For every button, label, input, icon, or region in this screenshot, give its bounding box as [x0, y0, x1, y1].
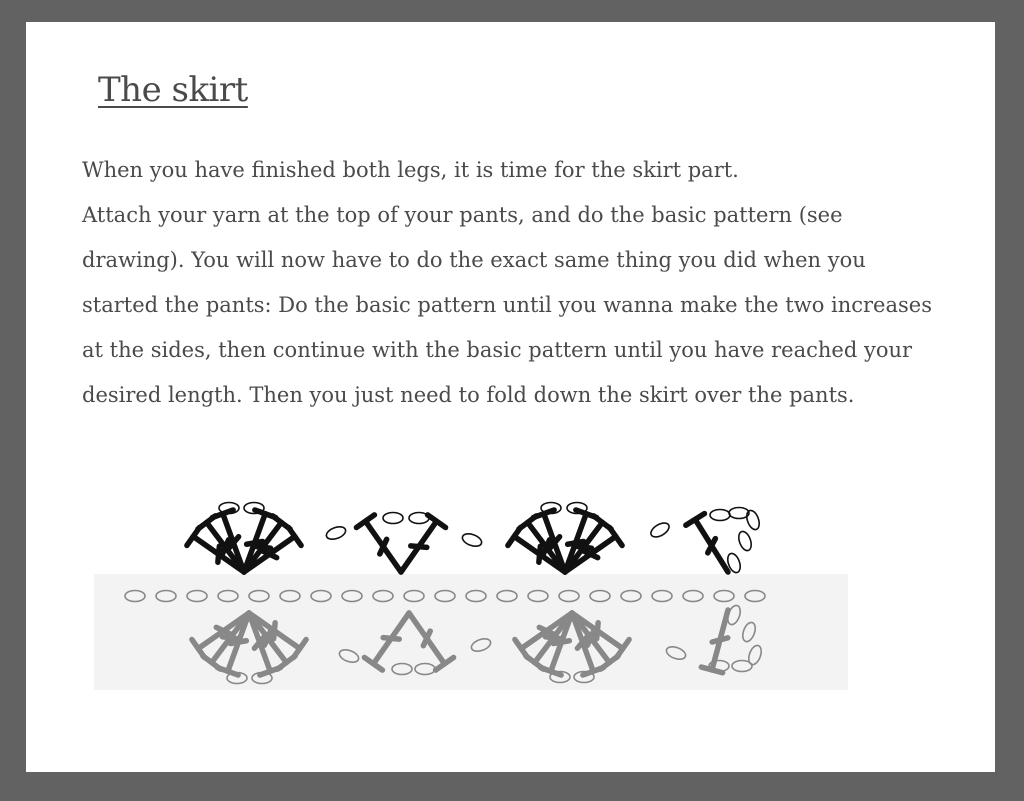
fan-dark-1 [187, 503, 301, 582]
v-dark-1 [356, 513, 445, 579]
paragraph-2: Attach your yarn at the top of your pants, and do the basic pattern (see drawing). You will now have to do the exact same thing you did when you started the pants: Do the basic pattern until you wanna make the two increases at the sides, then continue with the basic pattern until you have reached your desired length. Then you just need to fold down the skirt over the pants. [82, 203, 932, 407]
v-dark-end [686, 508, 762, 578]
paragraph-1: When you have finished both legs, it is time for the skirt part. [82, 158, 739, 182]
page-title: The skirt [98, 70, 248, 110]
body-text [82, 148, 932, 418]
crochet-diagram [88, 480, 848, 692]
document-page [26, 22, 995, 772]
fan-dark-2 [508, 503, 622, 582]
